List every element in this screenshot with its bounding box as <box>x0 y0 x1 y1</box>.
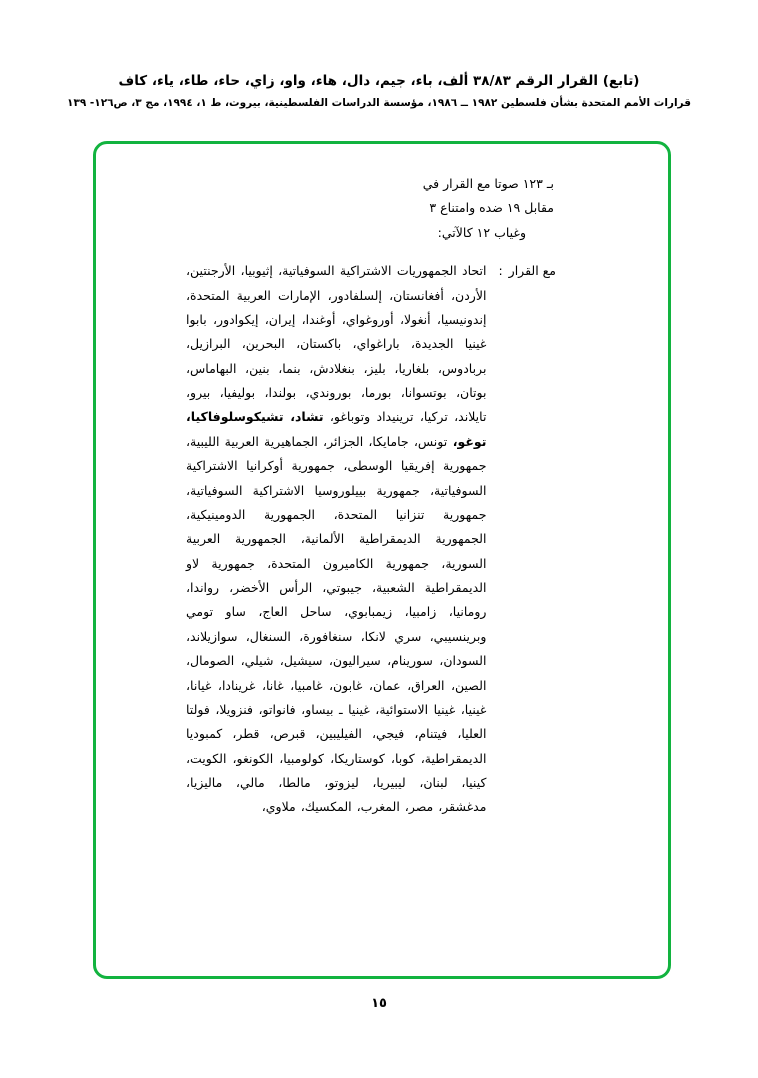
page-header <box>0 72 758 111</box>
country-list-part-2: تونس، جامايكا، الجزائر، الجماهيرية العربية الليبية، جمهورية إفريقيا الوسطى، جمهورية أوكرانيا الاشتراكية السوفياتية، جمهورية بييلوروسيا الاشتراكية السوفياتية، جمهورية تنزانيا المتحدة، الجمهورية الدومينيكية، الجمهورية الديمقراطية الألمانية، الجمهورية العربية السورية، جمهورية الكاميرون المتحدة، جمهورية لاو الديمقراطية الشعبية، جيبوتي، الرأس الأخضر، رواندا، رومانيا، زامبيا، زيمبابوي، ساحل العاج، ساو تومي وبرينسيبي، سري لانكا، سنغافورة، السنغال، سوازيلاند، السودان، سورينام، سيراليون، سيشيل، شيلي، الصومال، الصين، العراق، عمان، غابون، غامبيا، غانا، غرينادا، غيانا، غينيا، غينيا الاستوائية، غينيا ـ بيساو، فانواتو، فنزويلا، فولتا العليا، فيتنام، فيجي، الفيليبين، قبرص، قطر، كمبوديا الديمقراطية، كوبا، كوستاريكا، كولومبيا، الكونغو، الكويت، كينيا، لبنان، ليبيريا، ليزوتو، مالطا، مالي، ماليزيا، مدغشقر، مصر، المغرب، المكسيك، ملاوي، <box>186 433 487 815</box>
country-list-part-bold: تشاد، تشيكوسلوفاكيا، توغو، <box>186 409 487 449</box>
label-colon: : <box>498 263 503 279</box>
page-number: ١٥ <box>371 996 387 1011</box>
content-body <box>186 172 556 820</box>
country-list-part-1: اتحاد الجمهوريات الاشتراكية السوفياتية، إثيوبيا، الأرجنتين، الأردن، أفغانستان، إلسلفادور، الإمارات العربية المتحدة، إندونيسيا، أنغولا، أوروغواي، أوغندا، إيران، إيكوادور، بابوا غينيا الجديدة، باراغواي، باكستان، البحرين، البرازيل، بربادوس، بلغاريا، بليز، بنغلادش، بنما، بنين، البهاماس، بوتان، بوتسوانا، بورما، بوروندي، بولندا، بوليفيا، بيرو، تايلاند، تركيا، ترينيداد وتوباغو، <box>186 263 487 425</box>
vote-summary-line-1: بـ ١٢٣ صوتا مع القرار في <box>422 176 554 191</box>
vote-in-favor-block <box>186 259 556 820</box>
vote-in-favor-label-group <box>486 259 556 283</box>
country-list <box>186 259 486 820</box>
vote-in-favor-label: مع القرار <box>508 263 556 279</box>
content-frame <box>93 141 671 979</box>
vote-summary-line-2: مقابل ١٩ ضده وامتناع ٣ <box>429 200 554 216</box>
vote-summary-line-3: وغياب ١٢ كالآتي: <box>437 224 526 240</box>
vote-summary <box>186 172 556 245</box>
header-source-line: قرارات الأمم المتحدة بشأن فلسطين ١٩٨٢ ــ ١٩٨٦، مؤسسة الدراسات الفلسطينية، بيروت، ط ١، ١٩٩٤، مج ٣، ص١٢٦- ١٣٩ <box>67 96 691 109</box>
header-title: (تابع) القرار الرقم ٣٨/٨٣ ألف، باء، جيم، دال، هاء، واو، زاي، حاء، طاء، ياء، كاف <box>118 73 640 89</box>
